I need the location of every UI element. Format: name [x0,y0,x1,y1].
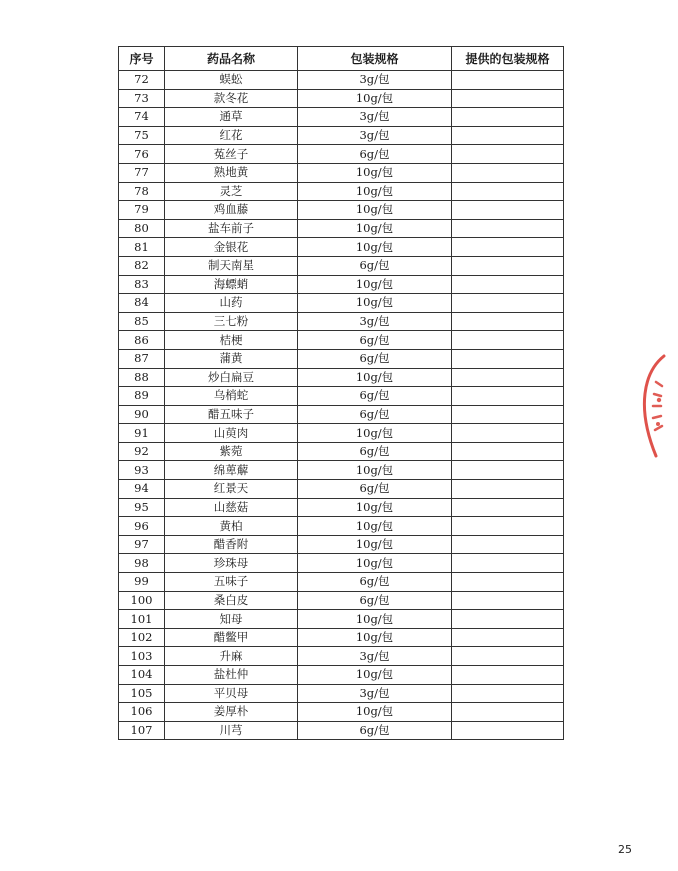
cell-provided-spec[interactable] [452,721,564,740]
header-serial-number: 序号 [119,47,165,71]
cell-provided-spec[interactable] [452,647,564,666]
cell-package-spec: 6g/包 [298,573,452,592]
cell-serial-number: 86 [119,331,165,350]
table-row [119,89,564,108]
table-row [119,331,564,350]
cell-serial-number: 106 [119,703,165,722]
cell-provided-spec[interactable] [452,275,564,294]
cell-package-spec: 10g/包 [298,535,452,554]
cell-serial-number: 73 [119,89,165,108]
cell-drug-name: 山药 [165,294,298,313]
cell-provided-spec[interactable] [452,108,564,127]
cell-drug-name: 山萸肉 [165,424,298,443]
cell-drug-name: 五味子 [165,573,298,592]
cell-drug-name: 醋鳖甲 [165,628,298,647]
cell-drug-name: 蜈蚣 [165,71,298,90]
cell-serial-number: 101 [119,610,165,629]
table-row [119,368,564,387]
cell-package-spec: 3g/包 [298,684,452,703]
cell-package-spec: 6g/包 [298,256,452,275]
table-row [119,573,564,592]
cell-provided-spec[interactable] [452,126,564,145]
table-row [119,405,564,424]
header-provided-spec: 提供的包装规格 [452,47,564,71]
cell-provided-spec[interactable] [452,145,564,164]
cell-serial-number: 98 [119,554,165,573]
cell-drug-name: 海螵蛸 [165,275,298,294]
cell-provided-spec[interactable] [452,703,564,722]
cell-drug-name: 姜厚朴 [165,703,298,722]
cell-provided-spec[interactable] [452,405,564,424]
table-row [119,442,564,461]
cell-package-spec: 6g/包 [298,331,452,350]
table-row [119,684,564,703]
cell-package-spec: 6g/包 [298,442,452,461]
cell-package-spec: 6g/包 [298,349,452,368]
cell-package-spec: 6g/包 [298,591,452,610]
cell-provided-spec[interactable] [452,89,564,108]
cell-provided-spec[interactable] [452,349,564,368]
cell-serial-number: 80 [119,219,165,238]
cell-provided-spec[interactable] [452,535,564,554]
cell-provided-spec[interactable] [452,442,564,461]
cell-serial-number: 107 [119,721,165,740]
cell-serial-number: 78 [119,182,165,201]
cell-package-spec: 3g/包 [298,126,452,145]
cell-provided-spec[interactable] [452,71,564,90]
cell-package-spec: 6g/包 [298,480,452,499]
cell-provided-spec[interactable] [452,498,564,517]
table-row [119,387,564,406]
table-row [119,238,564,257]
cell-serial-number: 102 [119,628,165,647]
cell-provided-spec[interactable] [452,610,564,629]
cell-serial-number: 88 [119,368,165,387]
cell-drug-name: 款冬花 [165,89,298,108]
cell-provided-spec[interactable] [452,424,564,443]
cell-drug-name: 炒白扁豆 [165,368,298,387]
cell-drug-name: 升麻 [165,647,298,666]
cell-package-spec: 10g/包 [298,610,452,629]
cell-serial-number: 81 [119,238,165,257]
table-row [119,349,564,368]
cell-package-spec: 6g/包 [298,721,452,740]
cell-package-spec: 10g/包 [298,163,452,182]
cell-package-spec: 10g/包 [298,424,452,443]
cell-provided-spec[interactable] [452,480,564,499]
cell-provided-spec[interactable] [452,573,564,592]
cell-package-spec: 10g/包 [298,498,452,517]
header-drug-name: 药品名称 [165,47,298,71]
cell-drug-name: 知母 [165,610,298,629]
cell-package-spec: 6g/包 [298,405,452,424]
table-row [119,219,564,238]
cell-drug-name: 紫菀 [165,442,298,461]
cell-provided-spec[interactable] [452,219,564,238]
cell-serial-number: 96 [119,517,165,536]
cell-serial-number: 74 [119,108,165,127]
cell-drug-name: 醋香附 [165,535,298,554]
cell-package-spec: 10g/包 [298,666,452,685]
table-row [119,628,564,647]
cell-serial-number: 103 [119,647,165,666]
cell-serial-number: 76 [119,145,165,164]
cell-provided-spec[interactable] [452,331,564,350]
cell-provided-spec[interactable] [452,256,564,275]
cell-provided-spec[interactable] [452,461,564,480]
table-row [119,294,564,313]
cell-serial-number: 89 [119,387,165,406]
cell-drug-name: 金银花 [165,238,298,257]
table-row [119,145,564,164]
cell-drug-name: 黄柏 [165,517,298,536]
cell-drug-name: 川芎 [165,721,298,740]
cell-package-spec: 10g/包 [298,628,452,647]
table-header-row [119,47,564,71]
table-body [119,71,564,740]
cell-serial-number: 79 [119,201,165,220]
cell-package-spec: 10g/包 [298,517,452,536]
cell-drug-name: 盐杜仲 [165,666,298,685]
table-row [119,163,564,182]
table-row [119,647,564,666]
cell-package-spec: 10g/包 [298,201,452,220]
cell-provided-spec[interactable] [452,684,564,703]
cell-provided-spec[interactable] [452,238,564,257]
cell-provided-spec[interactable] [452,182,564,201]
cell-serial-number: 84 [119,294,165,313]
cell-serial-number: 82 [119,256,165,275]
table-row [119,535,564,554]
table-row [119,480,564,499]
cell-drug-name: 三七粉 [165,312,298,331]
table-row [119,275,564,294]
red-seal-stamp-icon [626,352,670,462]
cell-package-spec: 10g/包 [298,554,452,573]
cell-serial-number: 99 [119,573,165,592]
cell-provided-spec[interactable] [452,163,564,182]
cell-drug-name: 菟丝子 [165,145,298,164]
cell-provided-spec[interactable] [452,312,564,331]
cell-drug-name: 平贝母 [165,684,298,703]
cell-provided-spec[interactable] [452,666,564,685]
cell-provided-spec[interactable] [452,591,564,610]
cell-package-spec: 3g/包 [298,647,452,666]
cell-serial-number: 77 [119,163,165,182]
cell-package-spec: 10g/包 [298,89,452,108]
cell-drug-name: 鸡血藤 [165,201,298,220]
cell-drug-name: 珍珠母 [165,554,298,573]
cell-serial-number: 72 [119,71,165,90]
table-row [119,182,564,201]
header-package-spec: 包装规格 [298,47,452,71]
table-row [119,461,564,480]
cell-serial-number: 83 [119,275,165,294]
table-row [119,126,564,145]
cell-serial-number: 97 [119,535,165,554]
cell-drug-name: 醋五味子 [165,405,298,424]
table-row [119,312,564,331]
cell-provided-spec[interactable] [452,294,564,313]
cell-serial-number: 100 [119,591,165,610]
table-row [119,498,564,517]
cell-package-spec: 10g/包 [298,219,452,238]
cell-package-spec: 10g/包 [298,703,452,722]
cell-serial-number: 95 [119,498,165,517]
cell-drug-name: 山慈菇 [165,498,298,517]
cell-serial-number: 94 [119,480,165,499]
cell-serial-number: 92 [119,442,165,461]
cell-package-spec: 10g/包 [298,368,452,387]
cell-drug-name: 灵芝 [165,182,298,201]
cell-package-spec: 10g/包 [298,461,452,480]
table-row [119,201,564,220]
cell-drug-name: 绵萆薢 [165,461,298,480]
cell-drug-name: 蒲黄 [165,349,298,368]
table-row [119,591,564,610]
cell-drug-name: 通草 [165,108,298,127]
cell-package-spec: 3g/包 [298,312,452,331]
table-row [119,721,564,740]
table-row [119,517,564,536]
table-row [119,610,564,629]
cell-package-spec: 6g/包 [298,145,452,164]
drug-spec-table [118,46,564,740]
cell-serial-number: 93 [119,461,165,480]
table-row [119,424,564,443]
cell-provided-spec[interactable] [452,368,564,387]
cell-serial-number: 104 [119,666,165,685]
cell-provided-spec[interactable] [452,628,564,647]
cell-serial-number: 85 [119,312,165,331]
cell-drug-name: 乌梢蛇 [165,387,298,406]
cell-package-spec: 10g/包 [298,275,452,294]
table-row [119,108,564,127]
cell-serial-number: 91 [119,424,165,443]
cell-drug-name: 盐车前子 [165,219,298,238]
cell-serial-number: 105 [119,684,165,703]
page-number: 25 [618,843,632,856]
cell-provided-spec[interactable] [452,387,564,406]
cell-package-spec: 6g/包 [298,387,452,406]
table-row [119,666,564,685]
cell-package-spec: 10g/包 [298,294,452,313]
cell-drug-name: 红花 [165,126,298,145]
cell-serial-number: 87 [119,349,165,368]
cell-provided-spec[interactable] [452,517,564,536]
cell-provided-spec[interactable] [452,554,564,573]
cell-package-spec: 10g/包 [298,182,452,201]
cell-drug-name: 桑白皮 [165,591,298,610]
cell-serial-number: 75 [119,126,165,145]
table-row [119,554,564,573]
cell-drug-name: 熟地黄 [165,163,298,182]
cell-drug-name: 制天南星 [165,256,298,275]
cell-drug-name: 桔梗 [165,331,298,350]
cell-package-spec: 3g/包 [298,108,452,127]
cell-package-spec: 10g/包 [298,238,452,257]
cell-drug-name: 红景天 [165,480,298,499]
table-row [119,71,564,90]
cell-package-spec: 3g/包 [298,71,452,90]
table-row [119,256,564,275]
cell-provided-spec[interactable] [452,201,564,220]
table-row [119,703,564,722]
cell-serial-number: 90 [119,405,165,424]
